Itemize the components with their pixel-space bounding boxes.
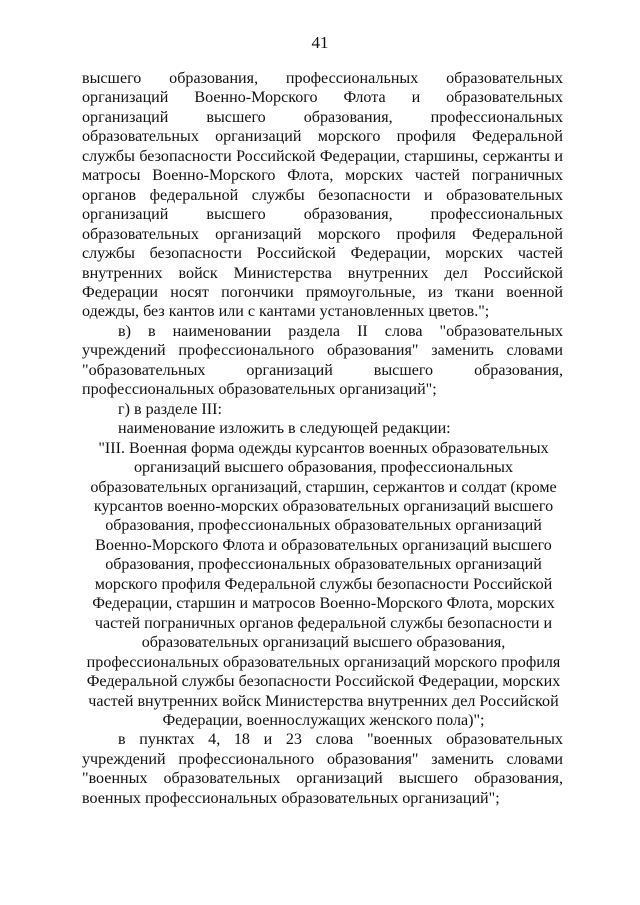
text-line: образовательных организаций морского профиля Федеральной xyxy=(82,225,563,243)
centered-line: частей пограничных органов федеральной службы безопасности и xyxy=(94,614,553,632)
text-line: Федерации носят погончики прямоугольные, из ткани военной xyxy=(82,283,563,301)
page-number: 41 xyxy=(311,33,329,52)
centered-line: Федеральной службы безопасности Российской Федерации, морских xyxy=(86,673,561,691)
text-line: службы безопасности Российской Федерации, старшины, сержанты и xyxy=(82,147,563,165)
text-line: учреждений профессионального образования" заменить словами xyxy=(82,750,563,768)
centered-line: морского профиля Федеральной службы безопасности Российской xyxy=(94,575,553,593)
centered-line: образовательных организаций, старшин, сержантов и солдат (кроме xyxy=(90,478,557,496)
text-line: "военных образовательных организаций высшего образования, xyxy=(82,770,563,788)
paragraph-new-wording: наименование изложить в следующей редакции: xyxy=(118,420,451,438)
text-line: одежды, без кантов или с кантами установленных цветов."; xyxy=(82,303,490,321)
centered-line: образовательных организаций высшего образования, xyxy=(141,634,506,652)
centered-line: Федерации, старшин и матросов Военно-Морского Флота, морских xyxy=(92,595,555,613)
text-line: в) в наименовании раздела II слова "образовательных xyxy=(118,322,563,340)
text-line: внутренних войск Министерства внутренних дел Российской xyxy=(82,264,563,282)
centered-line: организаций высшего образования, профессиональных xyxy=(133,459,514,477)
text-line: образовательных организаций морского профиля Федеральной xyxy=(82,128,563,146)
centered-line: частей внутренних войск Министерства внутренних дел Российской xyxy=(88,692,559,710)
text-line: матросы Военно-Морского Флота, морских частей пограничных xyxy=(82,167,563,185)
section-title-quote xyxy=(86,439,561,731)
paragraph-item-v xyxy=(82,322,563,400)
text-line: организаций Военно-Морского Флота и образовательных xyxy=(82,89,563,107)
text-line: органов федеральной службы безопасности и образовательных xyxy=(82,186,563,204)
centered-line: образования, профессиональных образовательных организаций xyxy=(105,517,542,535)
document-body xyxy=(82,69,563,808)
text-line: учреждений профессионального образования" заменить словами xyxy=(82,342,563,360)
text-line: организаций высшего образования, профессиональных xyxy=(82,108,563,126)
text-line: военных профессиональных образовательных организаций"; xyxy=(82,789,500,807)
text-line: "образовательных организаций высшего образования, xyxy=(82,361,563,379)
text-line: организаций высшего образования, профессиональных xyxy=(82,206,563,224)
centered-line: "III. Военная форма одежды курсантов военных образовательных xyxy=(98,439,549,457)
text-line: службы безопасности Российской Федерации, морских частей xyxy=(82,245,563,263)
text-line: высшего образования, профессиональных образовательных xyxy=(82,70,563,87)
text-line: профессиональных образовательных организаций"; xyxy=(82,381,437,399)
centered-line: Военно-Морского Флота и образовательных организаций высшего xyxy=(95,536,552,554)
paragraph-item-g: г) в разделе III: xyxy=(118,400,222,418)
centered-line: курсантов военно-морских образовательных организаций высшего xyxy=(93,497,554,515)
centered-line: профессиональных образовательных организаций морского профиля xyxy=(86,653,561,671)
paragraph-points-4-18-23 xyxy=(82,730,563,808)
centered-line: образования, профессиональных образовательных организаций xyxy=(105,556,542,574)
paragraph-continuation xyxy=(82,69,563,322)
text-line: в пунктах 4, 18 и 23 слова "военных образовательных xyxy=(118,731,563,749)
centered-line: Федерации, военнослужащих женского пола)"; xyxy=(162,711,485,729)
